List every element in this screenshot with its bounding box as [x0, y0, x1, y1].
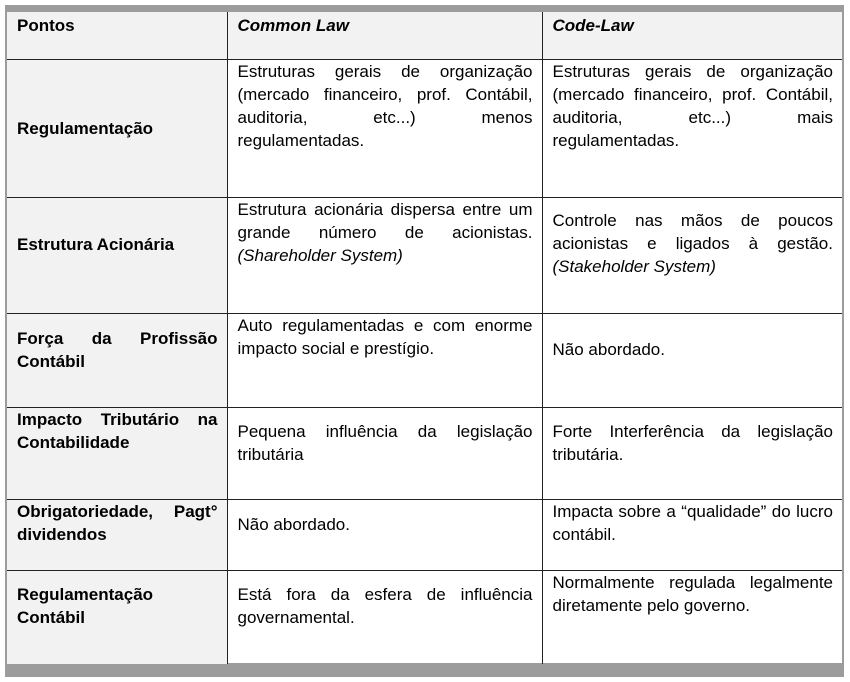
code-law-cell: Estruturas gerais de organização (mercado financeiro, prof. Contábil, auditoria, etc...) mais regulamentadas. [542, 60, 842, 198]
row-label: Regulamentação Contábil [7, 571, 227, 664]
cell-text: Estrutura acionária dispersa entre um grande número de acionistas. [237, 200, 533, 242]
header-row [7, 12, 842, 60]
common-law-cell: Estruturas gerais de organização (mercado financeiro, prof. Contábil, auditoria, etc...) menos regulamentadas. [227, 60, 542, 198]
common-law-cell: Auto regulamentadas e com enorme impacto social e prestígio. [227, 314, 542, 408]
cell-italic-text: (Shareholder System) [237, 246, 403, 265]
code-law-cell [542, 198, 842, 314]
row-label: Obrigatoriedade, Pagt° dividendos [7, 500, 227, 571]
cell-text: Controle nas mãos de poucos acionistas e ligados à gestão. [552, 211, 833, 253]
common-law-cell: Está fora da esfera de influência governamental. [227, 571, 542, 664]
table-row [7, 408, 842, 500]
comparison-table [7, 12, 842, 664]
common-law-cell: Não abordado. [227, 500, 542, 571]
code-law-cell: Impacta sobre a “qualidade” do lucro contábil. [542, 500, 842, 571]
code-law-cell: Normalmente regulada legalmente diretamente pelo governo. [542, 571, 842, 664]
common-law-cell: Pequena influência da legislação tributária [227, 408, 542, 500]
row-label: Estrutura Acionária [7, 198, 227, 314]
table-row [7, 500, 842, 571]
table-row [7, 60, 842, 198]
row-label: Força da Profissão Contábil [7, 314, 227, 408]
cell-italic-text: (Stakeholder System) [552, 257, 716, 276]
header-code-law: Code-Law [542, 12, 842, 60]
row-label: Regulamentação [7, 60, 227, 198]
header-pontos: Pontos [7, 12, 227, 60]
code-law-cell: Não abordado. [542, 314, 842, 408]
table-row [7, 198, 842, 314]
table-frame [5, 5, 844, 677]
table-row [7, 571, 842, 664]
table-row [7, 314, 842, 408]
header-common-law: Common Law [227, 12, 542, 60]
common-law-cell [227, 198, 542, 314]
code-law-cell: Forte Interferência da legislação tributária. [542, 408, 842, 500]
row-label: Impacto Tributário na Contabilidade [7, 408, 227, 500]
table-container [7, 12, 842, 663]
